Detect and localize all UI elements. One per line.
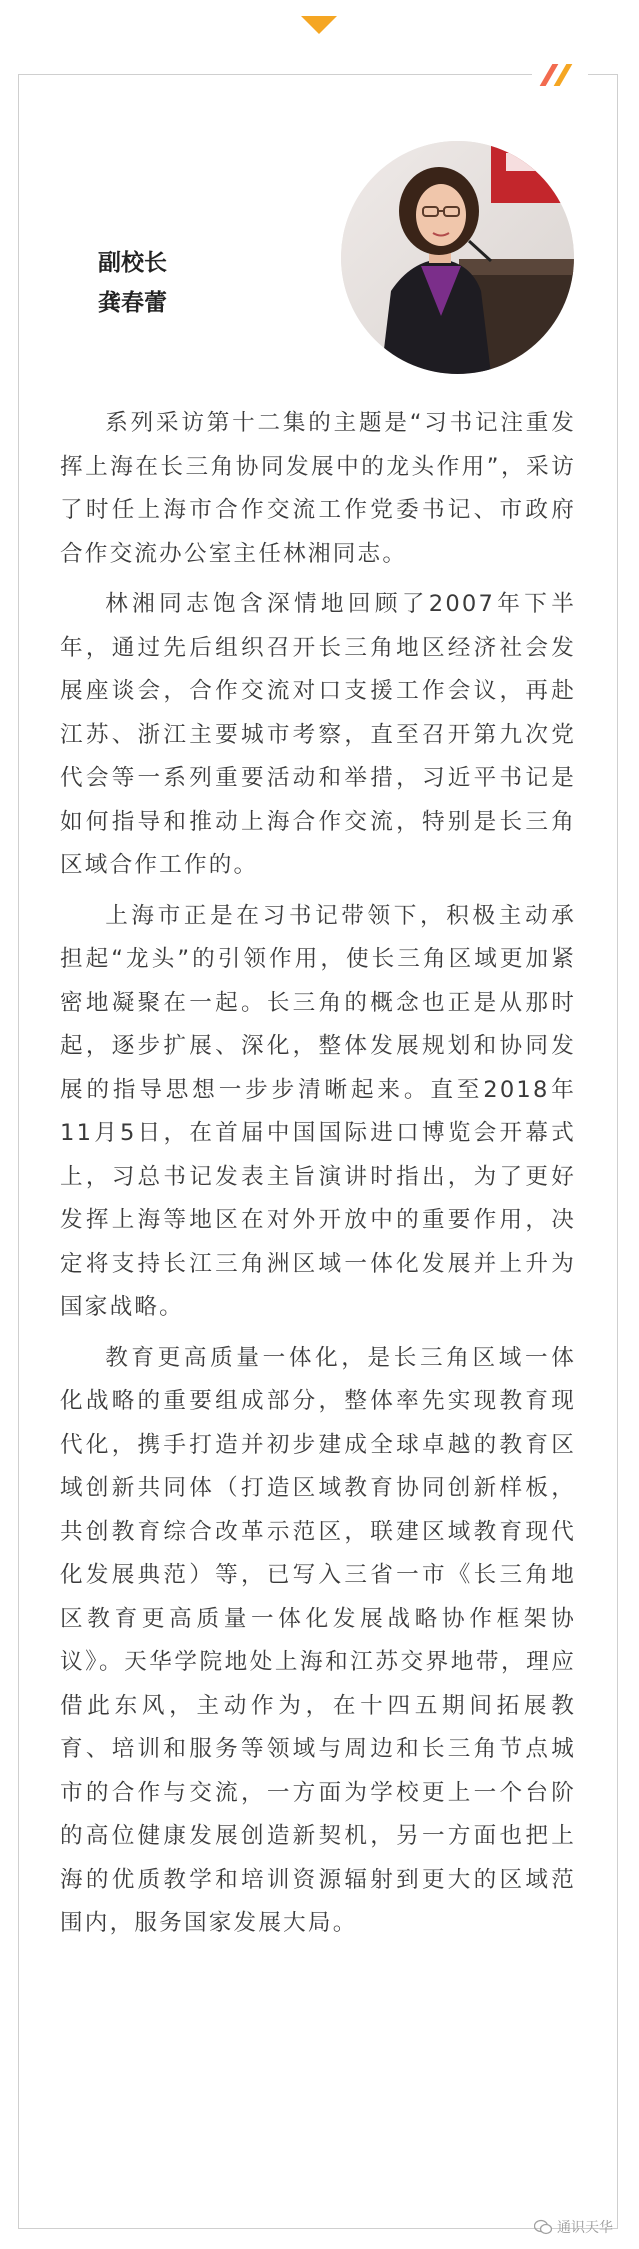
top-arrow-icon [301,16,337,34]
speaker-name: 龚春蕾 [98,290,167,316]
article-paragraph: 教育更高质量一体化，是长三角区域一体化战略的重要组成部分，整体率先实现教育现代化，携手打造并初步建成全球卓越的教育区域创新共同体（打造区域教育协同创新样板，共创教育综合改革示范区，联建区域教育现代化发展典范）等，已写入三省一市《长三角地区教育更高质量一体化发展战略协作框架协议》。天华学院地处上海和江苏交界地带，理应借此东风，主动作为，在十四五期间拓展教育、培训和服务等领域与周边和长三角节点城市的合作与交流，一方面为学校更上一个台阶的高位健康发展创造新契机，另一方面也把上海的优质教学和培训资源辐射到更大的区域范围内，服务国家发展大局。 [60,1344,576,1936]
wechat-icon [534,2219,552,2235]
watermark [534,2217,613,2237]
speaker-title [98,243,167,323]
corner-stripes-decoration [532,62,588,86]
article-paragraph: 上海市正是在习书记带领下，积极主动承担起“龙头”的引领作用，使长三角区域更加紧密地凝聚在一起。长三角的概念也正是从那时起，逐步扩展、深化，整体发展规划和协同发展的指导思想一步步清晰起来。直至2018年11月5日，在首届中国国际进口博览会开幕式上，习总书记发表主旨演讲时指出，为了更好发挥上海等地区在对外开放中的重要作用，决定将支持长江三角洲区域一体化发展并上升为国家战略。 [60,902,576,1320]
speaker-portrait [341,141,574,374]
watermark-text: 通识天华 [557,2220,613,2236]
speaker-role: 副校长 [98,250,167,276]
orange-stripe [554,64,573,86]
article-paragraph: 系列采访第十二集的主题是“习书记注重发挥上海在长三角协同发展中的龙头作用”，采访了时任上海市合作交流工作党委书记、市政府合作交流办公室主任林湘同志。 [60,410,576,567]
article-body [60,402,576,1953]
portrait-photo-icon [341,141,574,374]
article-paragraph: 林湘同志饱含深情地回顾了2007年下半年，通过先后组织召开长三角地区经济社会发展座谈会，合作交流对口支援工作会议，再赴江苏、浙江主要城市考察，直至召开第九次党代会等一系列重要活动和举措，习近平书记是如何指导和推动上海合作交流，特别是长三角区域合作工作的。 [60,591,576,878]
